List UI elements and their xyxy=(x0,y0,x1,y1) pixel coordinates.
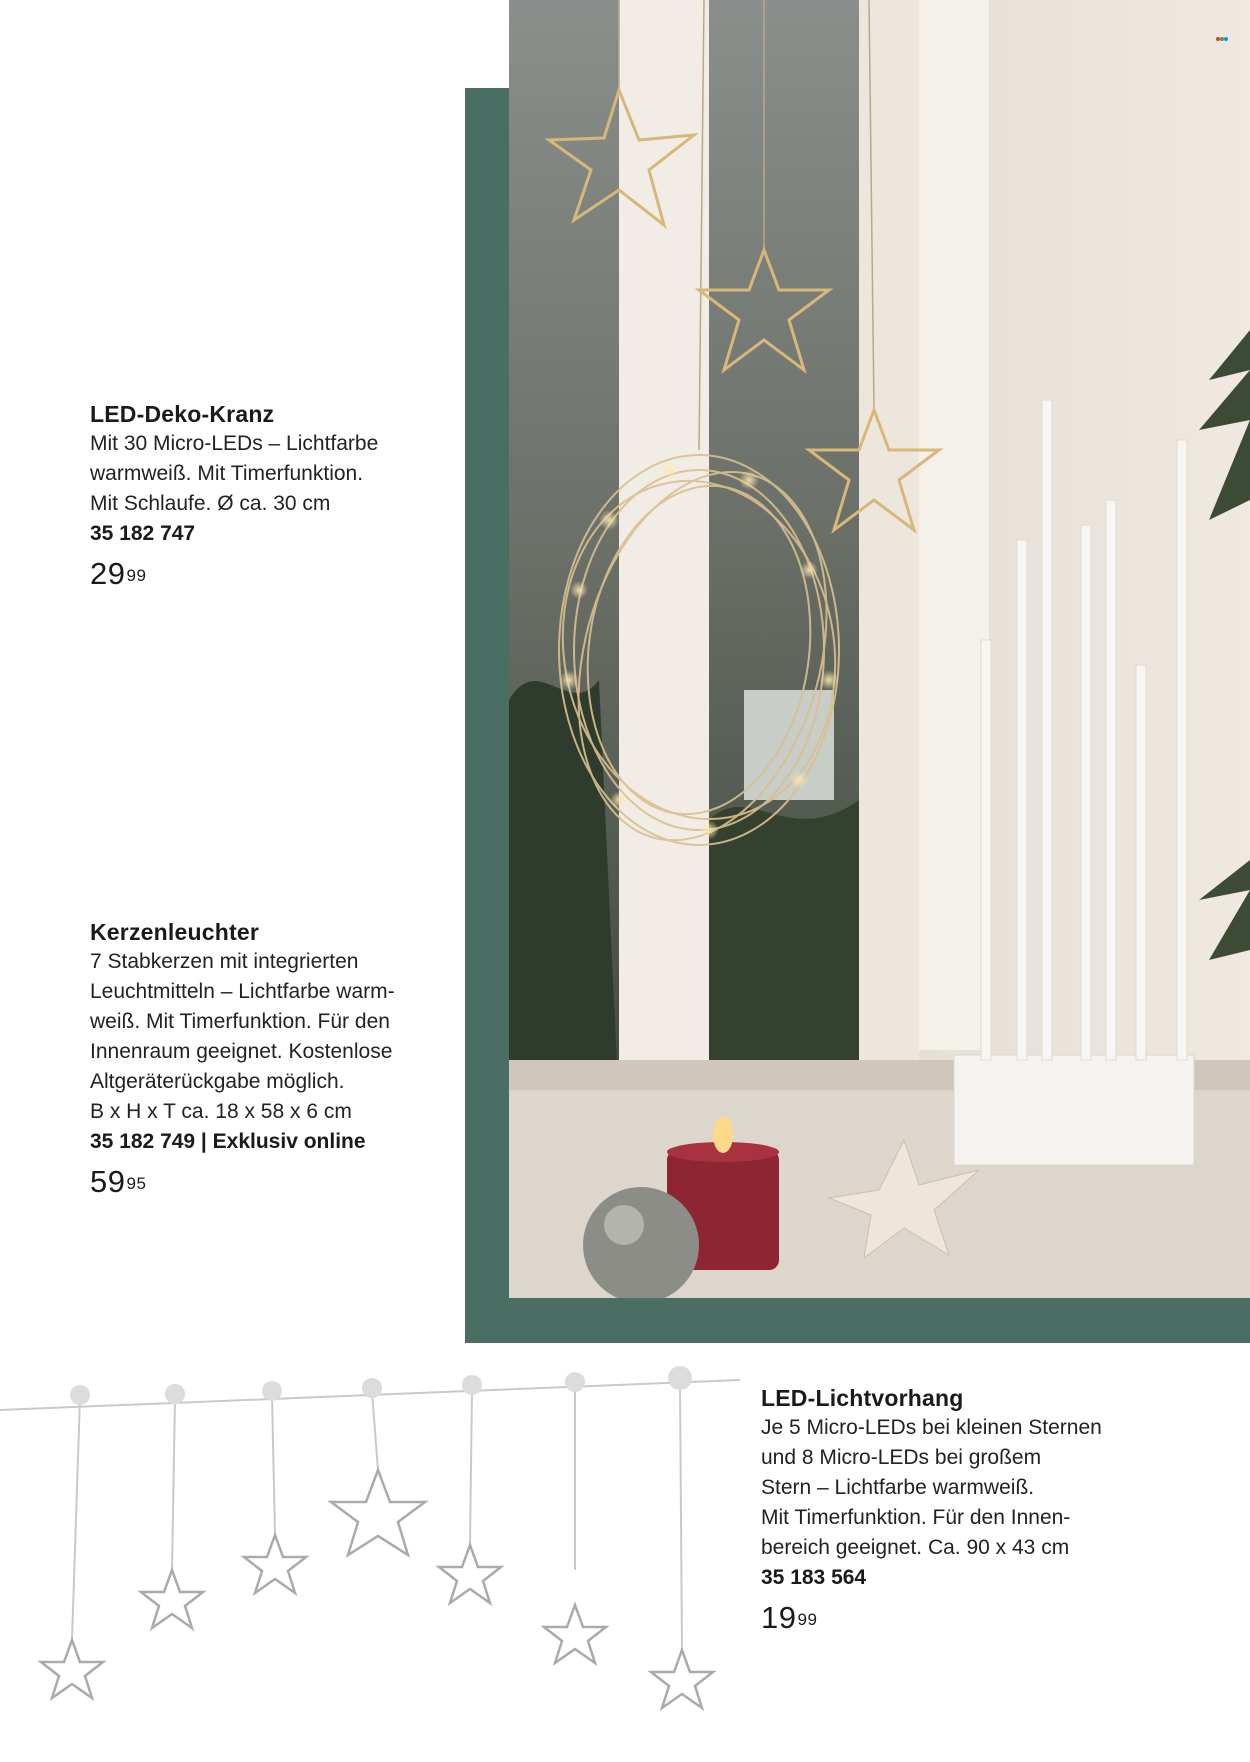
window-scene-photo xyxy=(509,0,1250,1298)
product-price xyxy=(90,1165,470,1199)
product-description-line: Stern – Lichtfarbe warmweiß. xyxy=(761,1476,1035,1499)
product-price xyxy=(761,1601,1181,1635)
product-name: LED-Lichtvorhang xyxy=(761,1385,964,1411)
product-description-line: Je 5 Micro-LEDs bei kleinen Sternen xyxy=(761,1416,1102,1439)
product-description-line: und 8 Micro-LEDs bei großem xyxy=(761,1446,1042,1469)
product-name: Kerzenleuchter xyxy=(90,919,259,945)
price-cents: 99 xyxy=(126,566,147,585)
product-description-line: B x H x T ca. 18 x 58 x 6 cm xyxy=(90,1100,352,1123)
product-description-line: Mit Schlaufe. Ø ca. 30 cm xyxy=(90,492,331,515)
product-description-line: warmweiß. Mit Timerfunktion. xyxy=(90,462,364,485)
price-cents: 99 xyxy=(797,1610,818,1629)
price-main: 19 xyxy=(761,1600,797,1635)
product-description-line: Leuchtmitteln – Lichtfarbe warm- xyxy=(90,980,395,1003)
product-description-line: Mit 30 Micro-LEDs – Lichtfarbe xyxy=(90,432,379,455)
product-description-line: weiß. Mit Timerfunktion. Für den xyxy=(90,1010,390,1033)
product-description-line: Innenraum geeignet. Kostenlose xyxy=(90,1040,393,1063)
corner-logo-icon xyxy=(1216,35,1228,43)
price-main: 59 xyxy=(90,1164,126,1199)
product-price xyxy=(90,557,450,591)
product-led-deko-kranz xyxy=(90,399,450,591)
product-sku: 35 182 747 xyxy=(90,522,196,545)
product-description-line: bereich geeignet. Ca. 90 x 43 cm xyxy=(761,1536,1070,1559)
product-sku: 35 182 749 | Exklusiv online xyxy=(90,1130,366,1153)
star-light-curtain-photo xyxy=(0,1350,740,1730)
product-description-line: 7 Stabkerzen mit integrierten xyxy=(90,950,359,973)
product-sku: 35 183 564 xyxy=(761,1566,867,1589)
price-main: 29 xyxy=(90,556,126,591)
product-description-line: Altgeräterückgabe möglich. xyxy=(90,1070,345,1093)
product-name: LED-Deko-Kranz xyxy=(90,401,275,427)
product-led-lichtvorhang xyxy=(761,1383,1181,1635)
product-kerzenleuchter xyxy=(90,917,470,1199)
price-cents: 95 xyxy=(126,1174,147,1193)
product-description-line: Mit Timerfunktion. Für den Innen- xyxy=(761,1506,1071,1529)
